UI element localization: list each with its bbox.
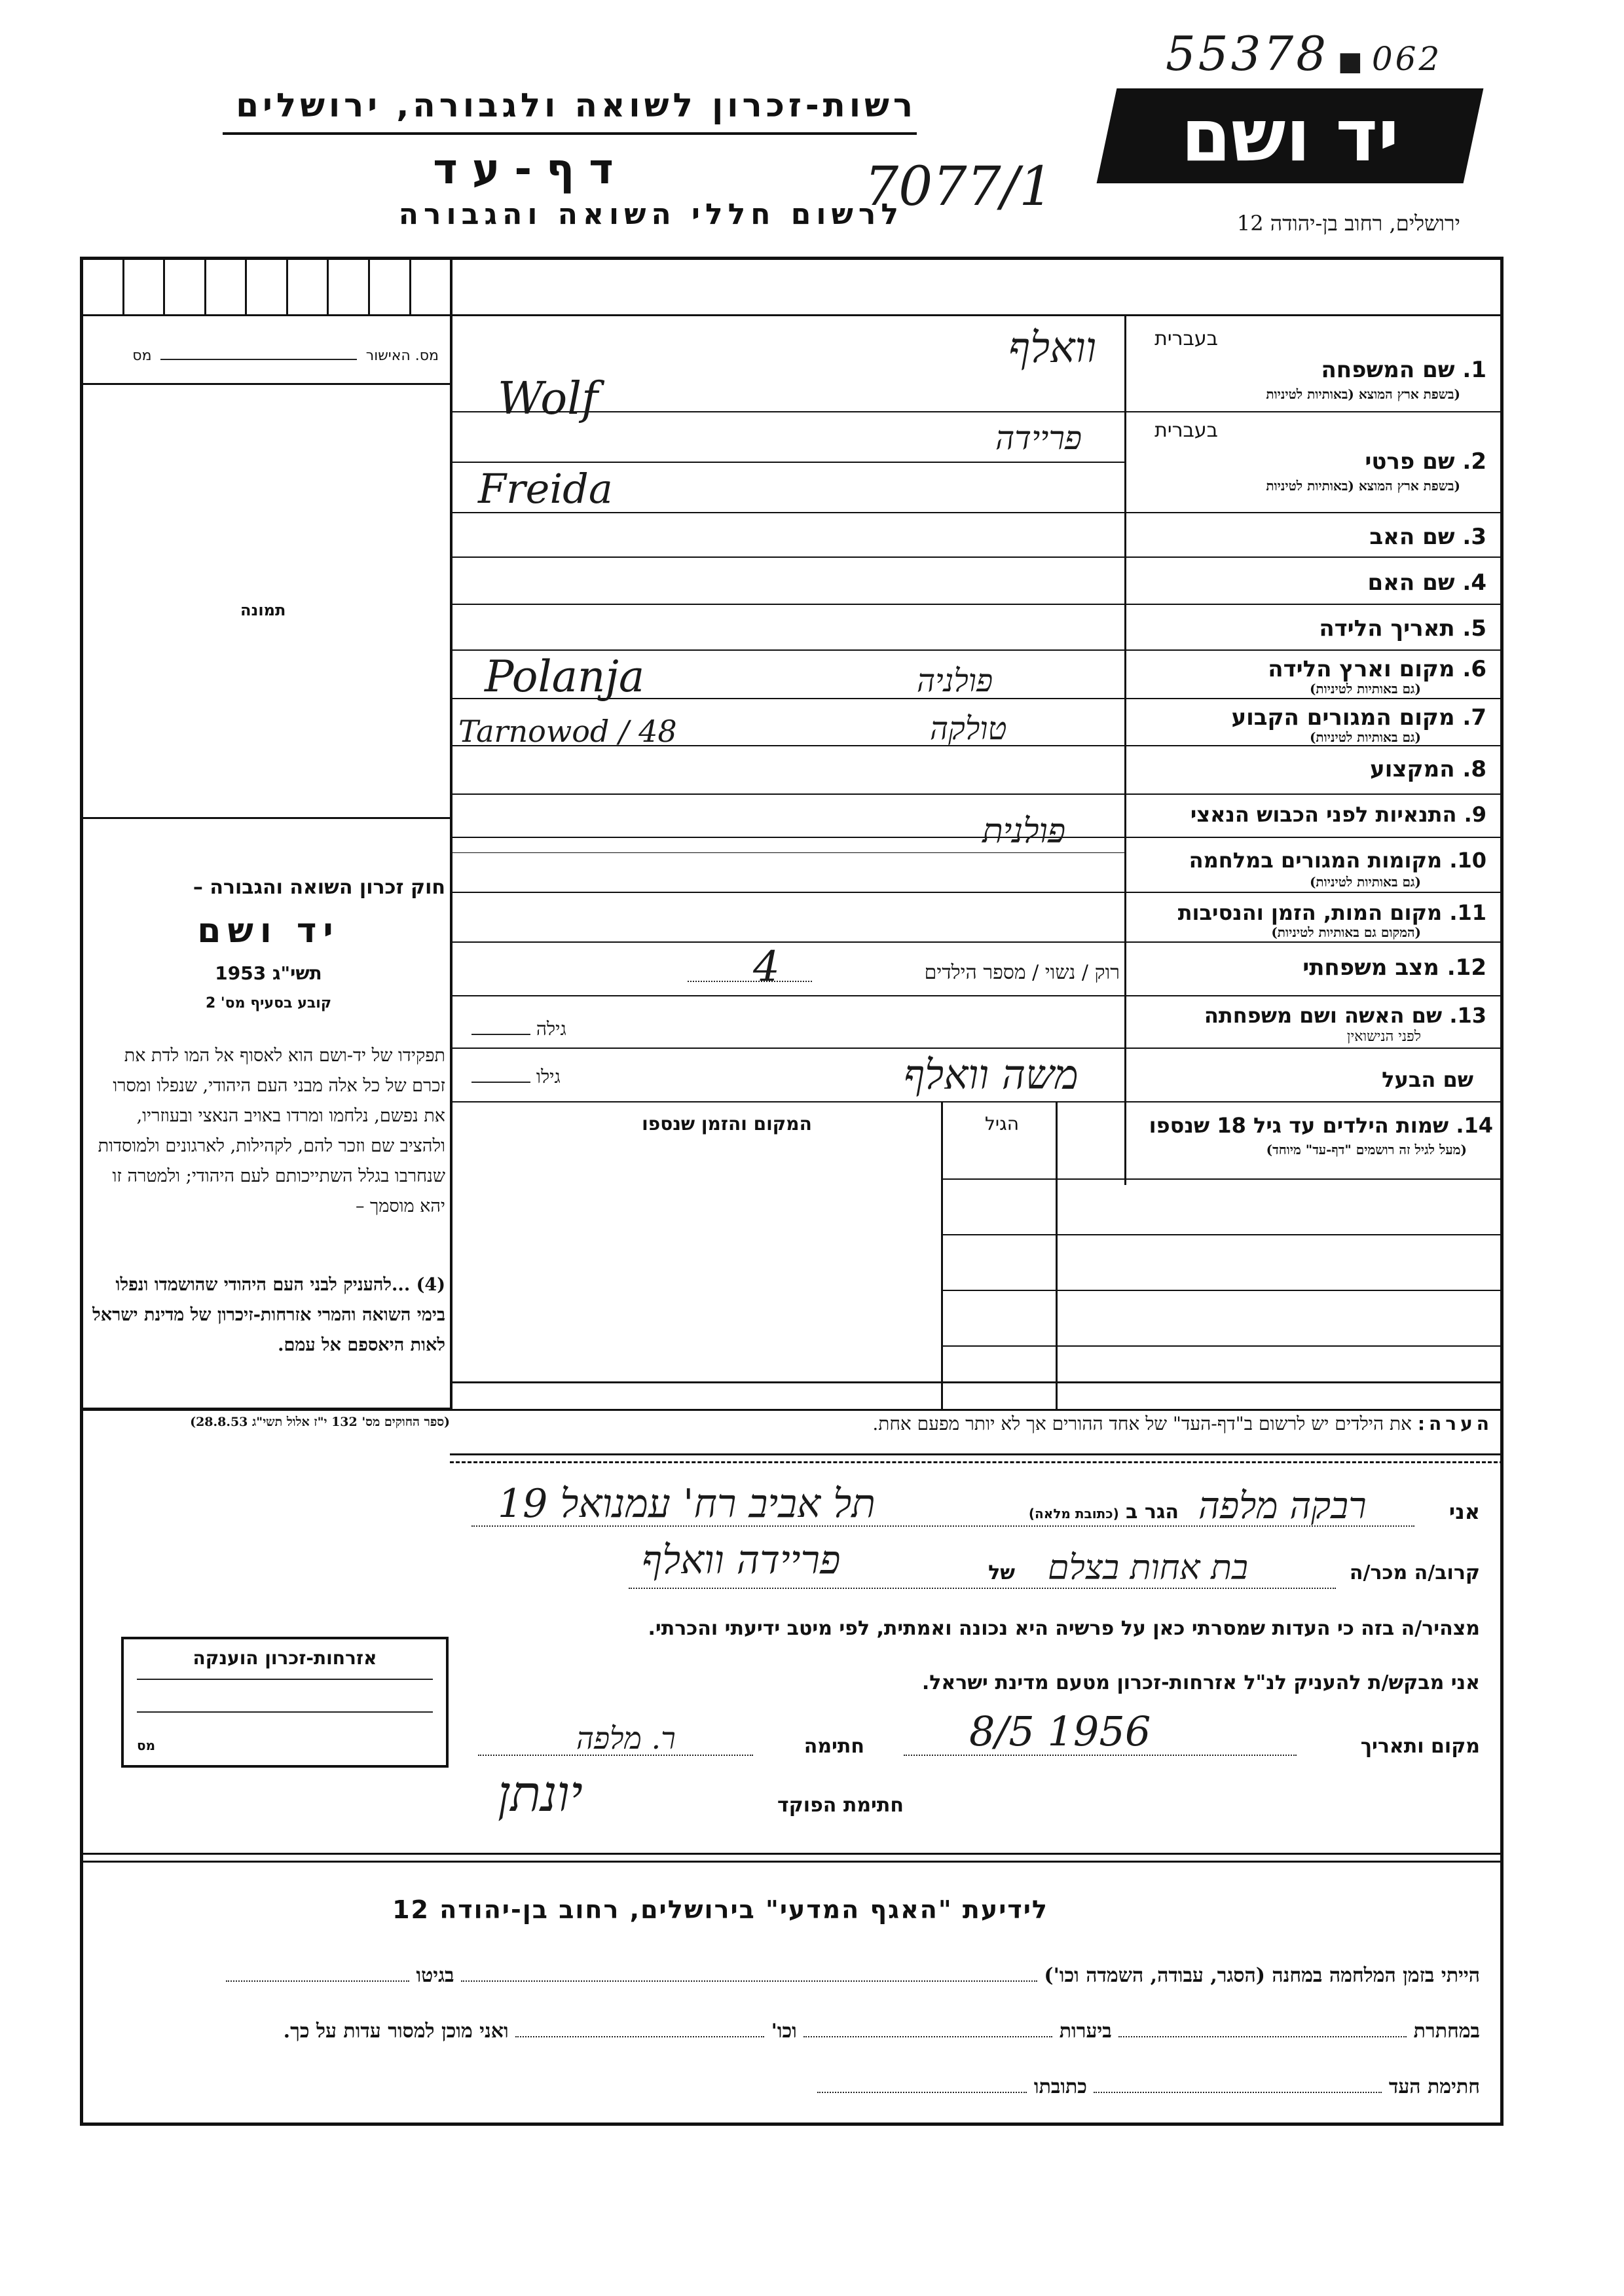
org-title: רשות-זכרון לשואה ולגבורה, ירושלים — [236, 86, 917, 124]
field-6-value-he: פולניה — [917, 663, 993, 699]
field-1-sub: (בשפת ארץ המוצא (באותיות לטיניות — [1266, 386, 1460, 402]
footer-line-3: חתימת העד כתובתו — [98, 2075, 1480, 2098]
children-place-col: המקום והזמן שנספו — [642, 1113, 812, 1135]
marital-options: רוק / נשוי / מספר הילדים — [924, 961, 1120, 984]
field-11-sub: (המקום גם באותיות לטיניות) — [1271, 924, 1421, 940]
declarant-prefix: אני — [1449, 1499, 1480, 1524]
children-sub: (מעל לגיל זה רושמים "דף-עד" מיוחד) — [1266, 1142, 1467, 1157]
yad-vashem-logo — [1097, 88, 1484, 183]
field-11-label: 11. מקום המות, הזמן והנסיבות — [1177, 900, 1486, 925]
note: הערה: את הילדים יש לרשום ב"דף-העד" של אחד ההורים אך לא יותר מפעם אחת. — [872, 1413, 1493, 1434]
handwritten-ref: 7077/1 — [864, 156, 1054, 218]
address: ירושלים, רחוב בן-יהודה 12 — [1236, 211, 1460, 236]
official-sig-label: חתימת הפוקד — [777, 1794, 904, 1817]
of-label: של — [988, 1561, 1015, 1584]
photo-label: תמונה — [240, 601, 286, 619]
form-subtitle: לרשום חללי השואה והגבורה — [398, 198, 904, 231]
field-1-label: 1. שם המשפחה — [1321, 357, 1486, 383]
wife-age: גילה — [471, 1018, 566, 1040]
field-9-label: 9. התנאיות לפני הכבוש הנאצי — [1190, 802, 1486, 827]
field-8-label: 8. המקצוע — [1370, 756, 1486, 782]
law-text-2: (4) ...להעניק לבני העם היהודי שהושמדו ונפלו בימי השואה והמרי אזרחות-זיכרון של מדינת ישראל לאות היאספם אל עמם. — [92, 1275, 445, 1355]
field-7-value-latin: Tarnowod / 48 — [458, 714, 677, 749]
law-text-1: תפקידו של יד-ושם הוא לאסוף אל המו לדת את זכרם של כל אלה מבני העם היהודי, שנפלו ומסרו את נפשם, נלחמו ומרדו באויב הנאצי ובעוזריו, ולהציב שם וזכר להם, לקהילות, לארגונים ולמוסדות שנחרבו בגלל השתייכותם לעם היהודי; ולמטרה זו יהא מוסמך – — [98, 1046, 445, 1216]
husband-value: משה וואלף — [904, 1051, 1079, 1099]
field-2-value-latin: Freida — [478, 465, 613, 513]
field-7-label: 7. מקום המגורים הקבוע — [1231, 704, 1486, 731]
field-2-label: 2. שם פרטי — [1365, 448, 1486, 475]
relation-value: בת אחות בצלם — [1048, 1548, 1248, 1588]
field-7-value-he: טולקה — [930, 710, 1007, 747]
org-title-underline — [223, 132, 917, 135]
field-12-label: 12. מצב משפחתי — [1302, 955, 1486, 981]
stamp-number: 55378 ■ 062 — [1166, 26, 1443, 81]
law-title: חוק זכרון השואה והגבורה – — [193, 876, 445, 899]
field-3-label: 3. שם האב — [1369, 524, 1486, 550]
footer-title: לידיעת "האגף המדעי" בירושלים, רחוב בן-יהודה 12 — [392, 1895, 1048, 1924]
declarant-name: רבקה מלפה — [1198, 1485, 1367, 1527]
signature-label: חתימה — [803, 1735, 864, 1758]
top-cells-strip — [83, 259, 450, 314]
field-13-sub: לפני הנישואין — [1346, 1029, 1421, 1045]
of-value: פריידה וואלף — [642, 1537, 841, 1583]
place-date-label: מקום ותאריך — [1360, 1735, 1480, 1758]
declaration-1: מצהיר/ה בזה כי העדות שמסרתי כאן על פרשיה היא נכונה ואמתית, לפי מיטב ידיעתי והכרתי. — [648, 1617, 1480, 1640]
field-9-value-he: פולנית — [982, 812, 1066, 851]
field-7-sub: (גם באותיות לטיניות) — [1309, 729, 1421, 745]
cert-box-no: מס — [137, 1738, 156, 1753]
field-2-value-he: פריידה — [995, 419, 1082, 457]
field-13-label: 13. שם האשה ושם משפחתה — [1204, 1003, 1486, 1028]
lang-hebrew-1: בעברית — [1154, 327, 1218, 350]
form-title: דף-עד — [433, 145, 628, 194]
cert-box-title: אזרחות-זכרון הוענקה — [193, 1647, 377, 1669]
lang-hebrew-2: בעברית — [1154, 419, 1218, 442]
field-5-label: 5. תאריך הלידה — [1319, 615, 1486, 642]
marital-children-count: 4 — [753, 943, 780, 991]
law-clause: קובע בסעיף מס' 2 — [205, 995, 332, 1011]
law-source: (ספר החוקים מס' 132 י"ז אלול תשי"ג 28.8.53) — [83, 1408, 450, 1430]
signature-value: ר. מלפה — [576, 1721, 676, 1756]
field-10-label: 10. מקומות המגורים במלחמה — [1189, 848, 1486, 873]
law-year: תשי"ג 1953 — [215, 962, 322, 984]
approval-number-line: מס. האישור מס — [132, 348, 439, 364]
declarant-address: תל אביב רח' עמנואל 19 — [498, 1481, 876, 1527]
field-1-value-he: וואלף — [1008, 324, 1097, 373]
photo-box — [83, 383, 450, 819]
place-date-value: 8/5 1956 — [969, 1707, 1151, 1755]
field-6-label: 6. מקום וארץ הלידה — [1268, 656, 1486, 682]
declarant-resides: הגר ב (כתובת מלאה) — [1028, 1501, 1179, 1523]
footer-line-2: במחתרת ביערות וכו' ואני מוכן למסור עדות על כך. — [283, 2020, 1480, 2043]
field-6-sub: (גם באותיות לטיניות) — [1309, 681, 1421, 697]
field-6-value-latin: Polanja — [485, 651, 645, 702]
footer-line-1: הייתי בזמן המלחמה במחנה (הסגר, עבודה, השמדה וכו') בגיטו — [98, 1964, 1480, 1987]
field-1-value-latin: Wolf — [498, 373, 599, 425]
field-2-sub: (בשפת ארץ המוצא (באותיות לטיניות — [1266, 478, 1460, 494]
official-sig-value: יונתן — [498, 1764, 583, 1823]
field-4-label: 4. שם האם — [1367, 570, 1486, 596]
relation-label: קרוב/ה מכר/ה — [1349, 1561, 1480, 1584]
law-name: יד ושם — [197, 911, 340, 951]
citizenship-cert-box — [121, 1637, 449, 1768]
children-label: 14. שמות הילדים עד גיל 18 שנספו — [1149, 1113, 1493, 1138]
children-age-col: הגיל — [984, 1113, 1019, 1135]
husband-label: שם הבעל — [1382, 1067, 1473, 1092]
logo-text: יד ושם — [1181, 94, 1399, 177]
husband-age: גילו — [471, 1066, 561, 1088]
declaration-2: אני מבקש/ת להעניק לנ"ל אזרחות-זכרון מטעם מדינת ישראל. — [921, 1671, 1480, 1694]
field-10-sub: (גם באותיות לטיניות) — [1309, 874, 1421, 890]
